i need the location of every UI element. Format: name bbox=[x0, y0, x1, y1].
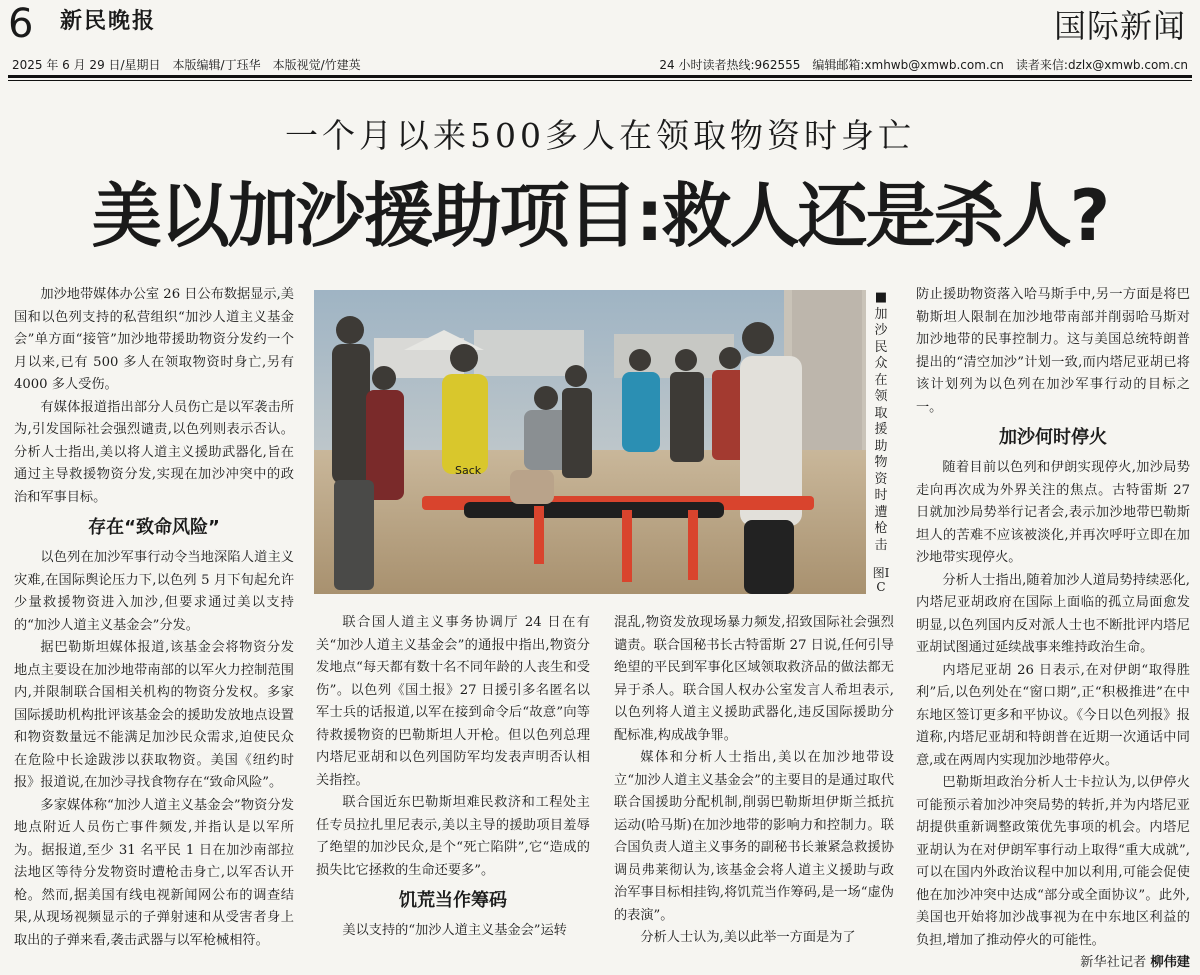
contact-line: 24 小时读者热线:962555 编辑邮箱:xmhwb@xmwb.com.cn 读者来信:dzlx@xmwb.com.cn bbox=[659, 58, 1188, 72]
paragraph: 加沙地带媒体办公室 26 日公布数据显示,美国和以色列支持的私营组织“加沙人道主义基金会”单方面“接管”加沙地带援助物资分发约一个月以来,已有 500 多人在领取物资时身亡,另有 4000 多人受伤。 bbox=[14, 287, 294, 392]
article-column-3 bbox=[614, 612, 894, 945]
subheadline: 一个月以来500多人在领取物资时身亡 bbox=[285, 116, 915, 155]
paragraph: 防止援助物资落入哈马斯手中,另一方面是将巴勒斯坦人限制在加沙地带南部并削弱哈马斯对加沙地带的民事控制力。这与美国总统特朗普提出的“清空加沙”计划一致,而内塔尼亚胡已将该计划列为以色列在加沙军事行动的目标之一。 bbox=[916, 287, 1190, 415]
date-editor-line: 2025 年 6 月 29 日/星期日 本版编辑/丁珏华 本版视觉/竹建英 bbox=[12, 58, 361, 72]
paragraph: 混乱,物资发放现场暴力频发,招致国际社会强烈谴责。联合国秘书长古特雷斯 27 日说,任何引导绝望的平民到军事化区域领取救济品的做法都无异于杀人。联合国人权办公室发言人希坦表示,以色列将人道主义援助武器化,违反国际援助分配标准,构成战争罪。 bbox=[614, 615, 894, 743]
masthead-rule-thick bbox=[8, 75, 1192, 78]
paragraph: 媒体和分析人士指出,美以在加沙地带设立“加沙人道主义基金会”的主要目的是通过取代联合国援助分配机制,削弱巴勒斯坦伊斯兰抵抗运动(哈马斯)在加沙地带的影响力和控制力。联合国负责人道主义事务的副秘书长兼紧急救援协调员弗莱彻认为,该基金会将人道主义援助与政治军事目标相挂钩,将饥荒当作筹码,是一场“虚伪的表演”。 bbox=[614, 750, 894, 923]
news-photo bbox=[314, 290, 866, 594]
section-heading: 饥荒当作筹码 bbox=[399, 890, 507, 911]
paragraph: 多家媒体称“加沙人道主义基金会”物资分发地点附近人员伤亡事件频发,并指认是以军所为。据报道,至少 31 名平民 1 日在加沙南部拉法地区等待分发物资时遭枪击身亡,以军否认开枪。然而,据美国有线电视新闻网公布的调查结果,从现场视频显示的子弹射速和从受害者身上取出的子弹来看,袭击武器与以军枪械相符。 bbox=[14, 797, 294, 948]
section-heading: 加沙何时停火 bbox=[999, 427, 1107, 448]
masthead-rule-thin bbox=[8, 80, 1192, 81]
paragraph: 有媒体报道指出部分人员伤亡是以军袭击所为,引发国际社会强烈谴责,以色列则表示否认。分析人士指出,美以将人道主义援助武器化,旨在通过主导救援物资分发,实现在加沙冲突中的政治和军事目标。 bbox=[14, 399, 294, 505]
photo-credit: 图IC bbox=[872, 566, 890, 594]
paragraph: 以色列在加沙军事行动令当地深陷人道主义灾难,在国际舆论压力下,以色列 5 月下旬起允许少量救援物资进入加沙,但要求通过美以支持的“加沙人道主义基金会”分发。 bbox=[14, 550, 294, 633]
photo-caption: ■加沙民众在领取援助物资时遭枪击 bbox=[874, 290, 888, 553]
article-column-1 bbox=[14, 284, 294, 948]
byline-author: 柳伟建 bbox=[1150, 955, 1190, 970]
paragraph: 分析人士指出,随着加沙人道局势持续恶化,内塔尼亚胡政府在国际上面临的孤立局面愈发明显,以色列国内反对派人士也不断批评内塔尼亚胡试图通过延续战事来维持政治生命。 bbox=[916, 572, 1190, 655]
paragraph: 随着目前以色列和伊朗实现停火,加沙局势走向再次成为外界关注的焦点。古特雷斯 27 日就加沙局势举行记者会,表示加沙地带巴勒斯坦人的苦难不应该被淡化,并再次呼吁立即在加沙地带实现停火。 bbox=[916, 460, 1190, 565]
paragraph: 联合国人道主义事务协调厅 24 日在有关“加沙人道主义基金会”的通报中指出,物资分发地点“每天都有数十名不同年龄的人丧生和受伤”。以色列《国土报》27 日援引多名匿名以军士兵的话报道,以军在接到命令后“故意”向等待救援物资的巴勒斯坦人开枪。但以色列总理内塔尼亚胡和以色列国防军均发表声明否认相关指控。 bbox=[316, 615, 590, 788]
paragraph: 联合国近东巴勒斯坦难民救济和工程处主任专员拉扎里尼表示,美以主导的援助项目羞辱了绝望的加沙民众,是个“死亡陷阱”,它“造成的损失比它拯救的生命还要多”。 bbox=[316, 795, 590, 878]
stretcher-scene-illustration bbox=[314, 290, 866, 594]
newspaper-name: 新民晚报 bbox=[60, 8, 157, 34]
section-heading: 存在“致命风险” bbox=[88, 517, 220, 538]
shirt-text: Sack bbox=[455, 464, 482, 477]
paragraph: 内塔尼亚胡 26 日表示,在对伊朗“取得胜利”后,以色列处在“窗口期”,正“积极推进”在中东地区签订更多和平协议。《今日以色列报》报道称,内塔尼亚胡和特朗普在近期一次通话中同意,或在两周内实现加沙地带停火。 bbox=[916, 662, 1190, 768]
page-number: 6 bbox=[8, 1, 34, 47]
article-column-2 bbox=[316, 612, 590, 938]
section-title: 国际新闻 bbox=[1053, 7, 1186, 45]
byline-prefix: 新华社记者 bbox=[1080, 955, 1147, 970]
paragraph: 美以支持的“加沙人道主义基金会”运转 bbox=[342, 923, 567, 938]
headline: 美以加沙援助项目:救人还是杀人? bbox=[91, 175, 1109, 257]
paragraph: 巴勒斯坦政治分析人士卡拉认为,以伊停火可能预示着加沙冲突局势的转折,并为内塔尼亚胡提供重新调整政策优先事项的机会。内塔尼亚胡认为在对伊朗军事行动上取得“重大成就”,可以在国内外政治议程中加以利用,可能会促使他在加沙冲突中达成“部分或全面协议”。此外,美国也开始将加沙战事视为在中东地区利益的负担,增加了推动停火的可能性。 bbox=[916, 775, 1190, 948]
article-column-4 bbox=[916, 284, 1190, 970]
paragraph: 分析人士认为,美以此举一方面是为了 bbox=[640, 930, 856, 945]
paragraph: 据巴勒斯坦媒体报道,该基金会将物资分发地点主要设在加沙地带南部的以军火力控制范围内,并限制联合国相关机构的物资分发权。多家国际援助机构批评该基金会的援助发放地点设置和物资数量远不能满足加沙民众需求,迫使民众在危险中长途跋涉以获取物资。美国《纽约时报》报道说,在加沙寻找食物存在“致命风险”。 bbox=[14, 640, 294, 790]
byline bbox=[916, 952, 1190, 975]
